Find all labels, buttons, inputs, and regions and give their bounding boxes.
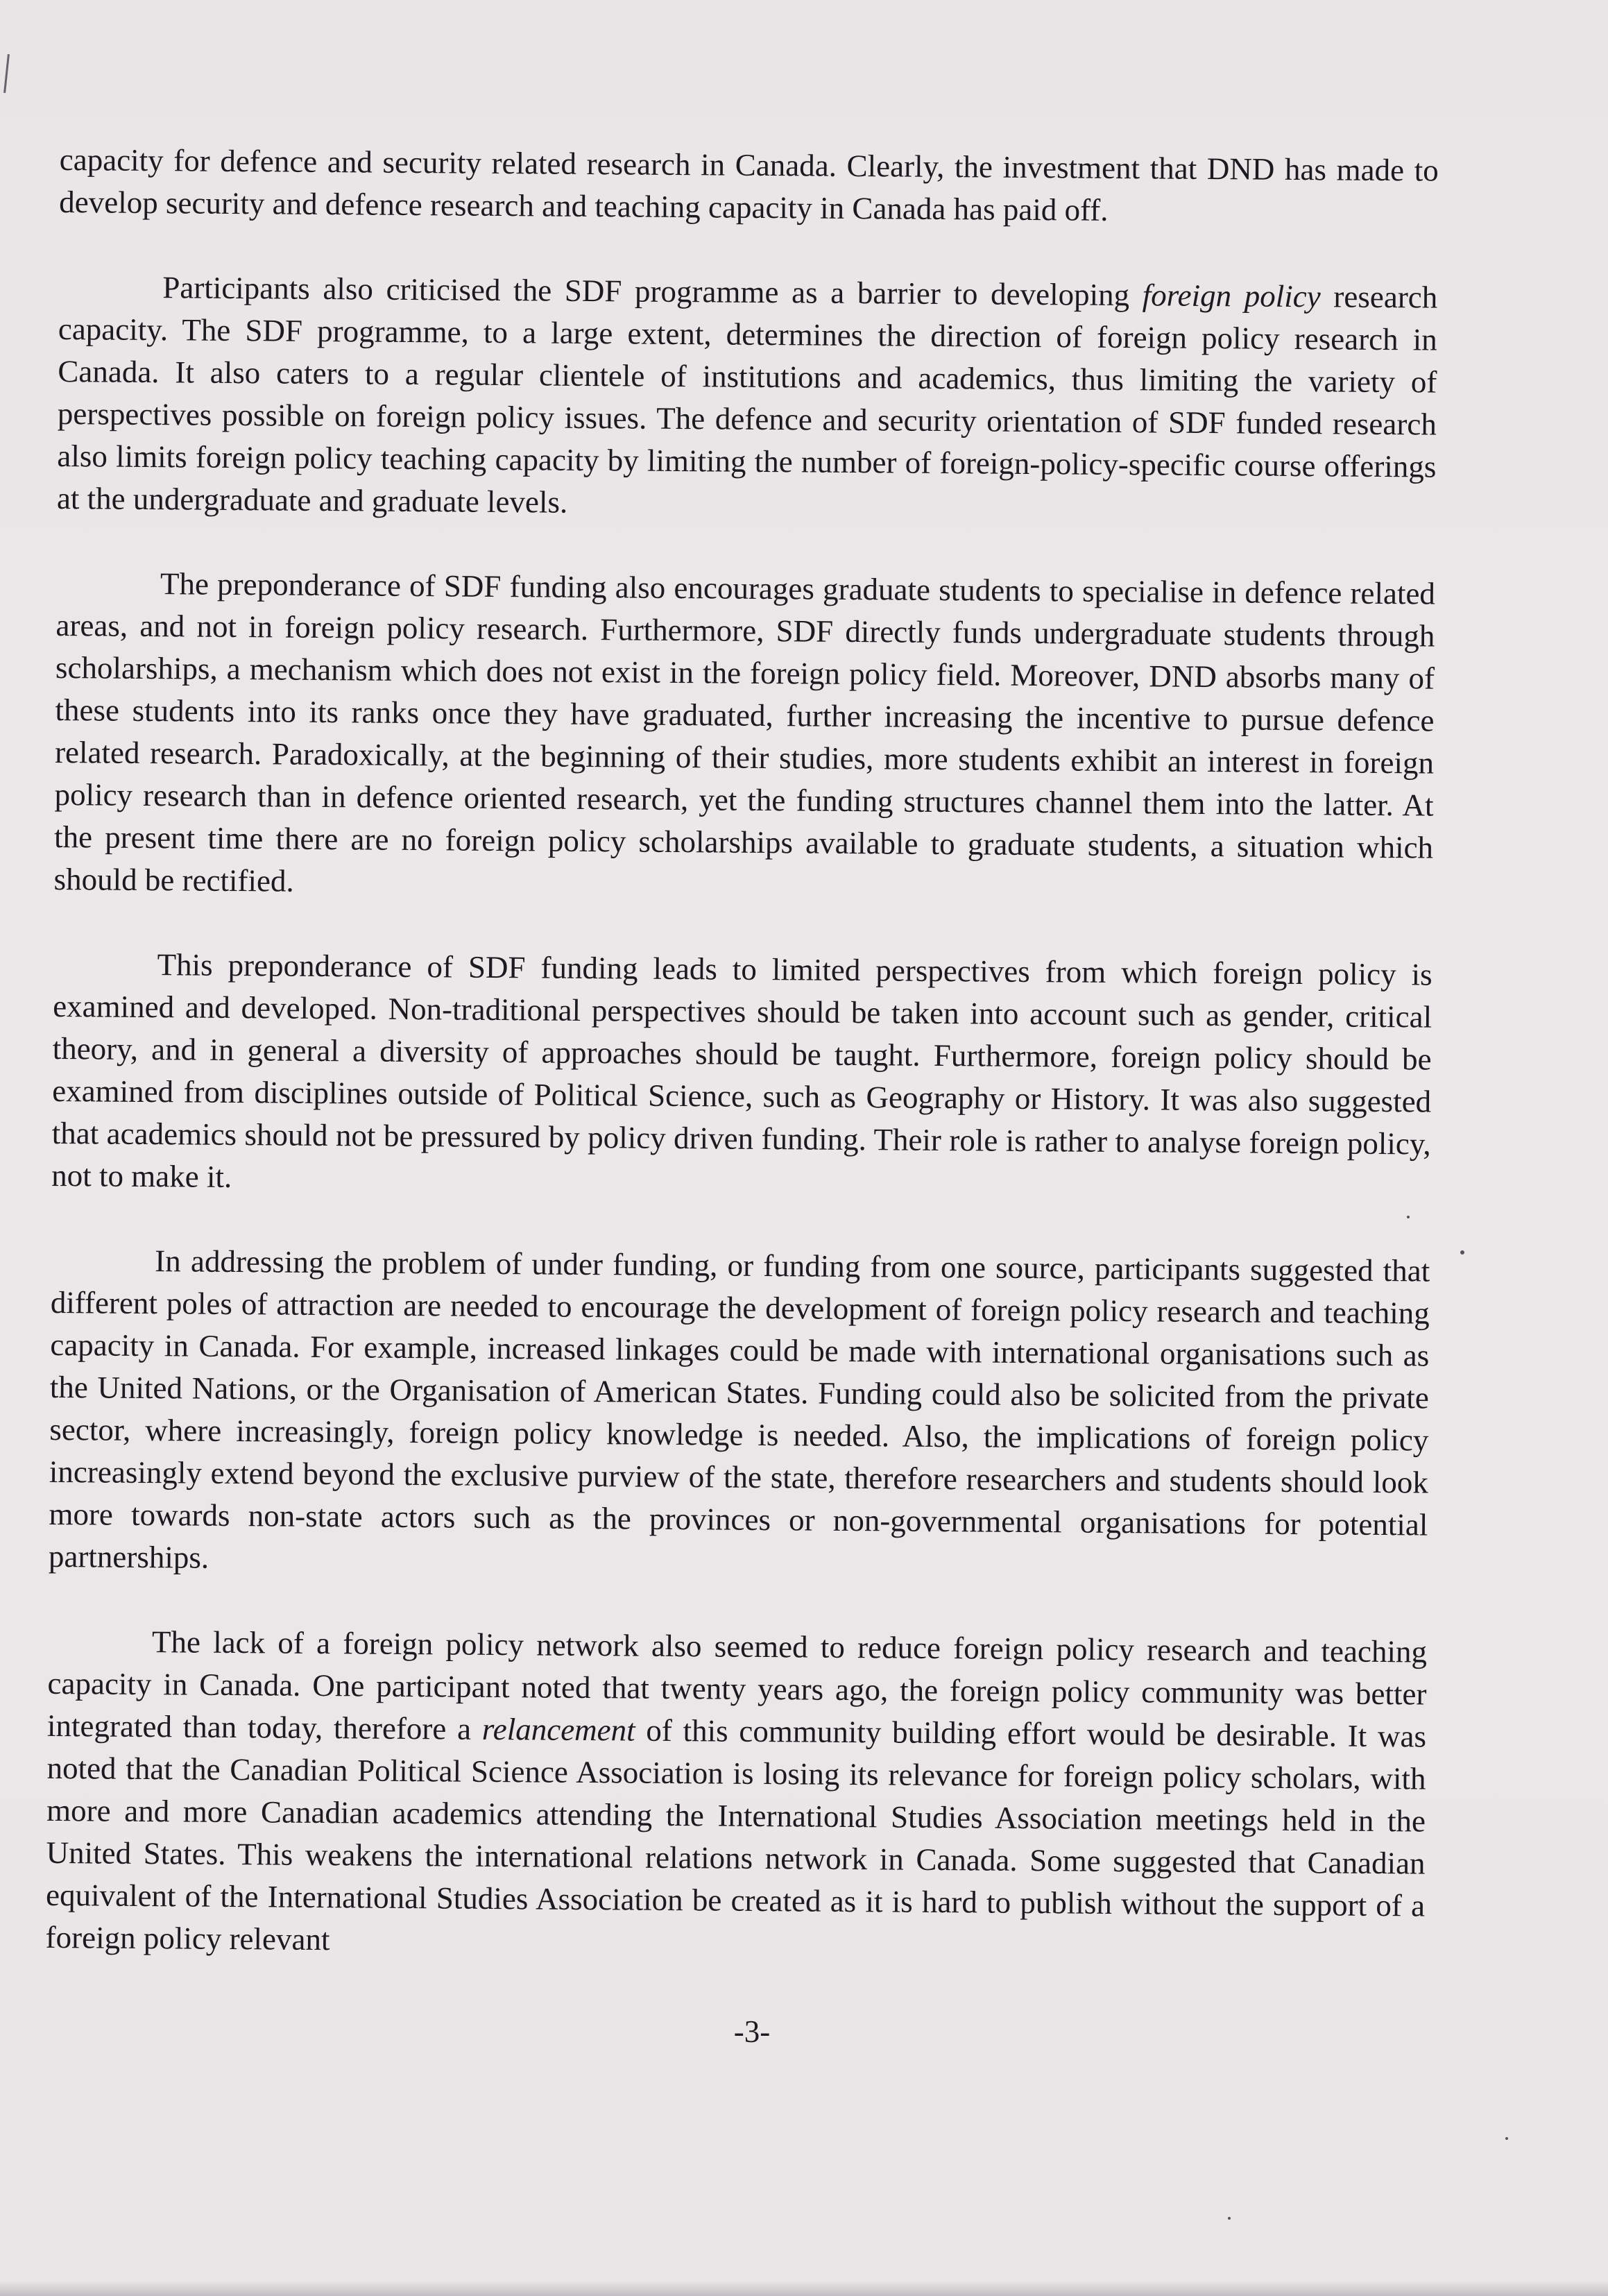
body-text xyxy=(45,139,1439,2012)
binder-mark xyxy=(3,54,10,93)
paragraph-3-text: The preponderance of SDF funding also encourages graduate students to specialise in defence related areas, and not in foreign policy research. Furthermore, SDF directly funds undergraduate students through scholarships, a mechanism which does not exist in the foreign policy field. Moreover, DND absorbs many of these students into its ranks once they have graduated, further increasing the incentive to pursue defence related research. Paradoxically, at the beginning of their studies, more students exhibit an interest in foreign policy research than in defence oriented research, yet the funding structures channel them into the latter. At the present time there are no foreign policy scholarships available to graduate students, a situation which should be rectified. xyxy=(53,566,1436,899)
paragraph-4 xyxy=(51,943,1432,1208)
dust-speck xyxy=(1505,2137,1508,2140)
paragraph-5-text: In addressing the problem of under funding, or funding from one source, participants suggested that different poles of attraction are needed to encourage the development of foreign policy research and teaching capacity in Canada. For example, increased linkages could be made with international organisations such as the United Nations, or the Organisation of American States. Funding could also be solicited from the private sector, where increasingly, foreign policy knowledge is needed. Also, the implications of foreign policy increasingly extend beyond the exclusive purview of the state, therefore researchers and students should look more towards non-state actors such as the provinces or non-governmental organisations for potential partnerships. xyxy=(48,1243,1430,1575)
paragraph-2-emphasis: foreign policy xyxy=(1142,278,1321,314)
paragraph-5 xyxy=(49,1239,1430,1589)
paragraph-1 xyxy=(59,139,1439,235)
page-number: -3- xyxy=(733,2014,771,2049)
dust-speck xyxy=(1460,1250,1464,1255)
paragraph-6-emphasis: relancement xyxy=(481,1711,635,1748)
paragraph-2-text-b: research capacity. The SDF programme, to a large extent, determines the direction of foreign policy research in Canada. It also caters to a regular clientele of institutions and academics, thus limiting the variety of perspectives possible on foreign policy issues. The defence and security orientation of SDF funded research also limits foreign policy teaching capacity by limiting the number of foreign-policy-specific course offerings at the undergraduate and graduate levels. xyxy=(56,279,1438,520)
paragraph-1-text: capacity for defence and security related research in Canada. Clearly, the investment that DND has made to develop security and defence research and teaching capacity in Canada has paid off. xyxy=(59,142,1439,228)
paragraph-6-text-a: The lack of a foreign policy network also seemed to reduce foreign policy research and teaching capacity in Canada. One participant noted that twenty years ago, the foreign policy community was better integrated than today, therefore a xyxy=(46,1624,1428,1746)
dust-speck xyxy=(1228,2217,1231,2220)
paragraph-6 xyxy=(45,1620,1427,1970)
paragraph-6-text-b: of this community building effort would be desirable. It was noted that the Canadian Political Science Association is losing its relevance for foreign policy scholars, with more and more Canadian academics attending the International Studies Association meetings held in the United States. This weakens the international relations network in Canada. Some suggested that Canadian equivalent of the International Studies Association be created as it is hard to publish without the support of a foreign policy relevant xyxy=(45,1712,1427,1957)
dust-speck xyxy=(1407,1216,1410,1218)
paragraph-2-text-a: Participants also criticised the SDF programme as a barrier to developing xyxy=(162,270,1143,313)
paragraph-3 xyxy=(53,562,1435,912)
paragraph-4-text: This preponderance of SDF funding leads to limited perspectives from which foreign policy is examined and developed. Non-traditional perspectives should be taken into account such as gender, critical theory, and in general a diversity of approaches should be taught. Furthermore, foreign policy should be examined from disciplines outside of Political Science, such as Geography or History. It was also suggested that academics should not be pressured by policy driven funding. Their role is rather to analyse foreign policy, not to make it. xyxy=(51,947,1432,1194)
paper-edge-shadow xyxy=(0,2281,1608,2296)
paragraph-2 xyxy=(57,266,1438,531)
